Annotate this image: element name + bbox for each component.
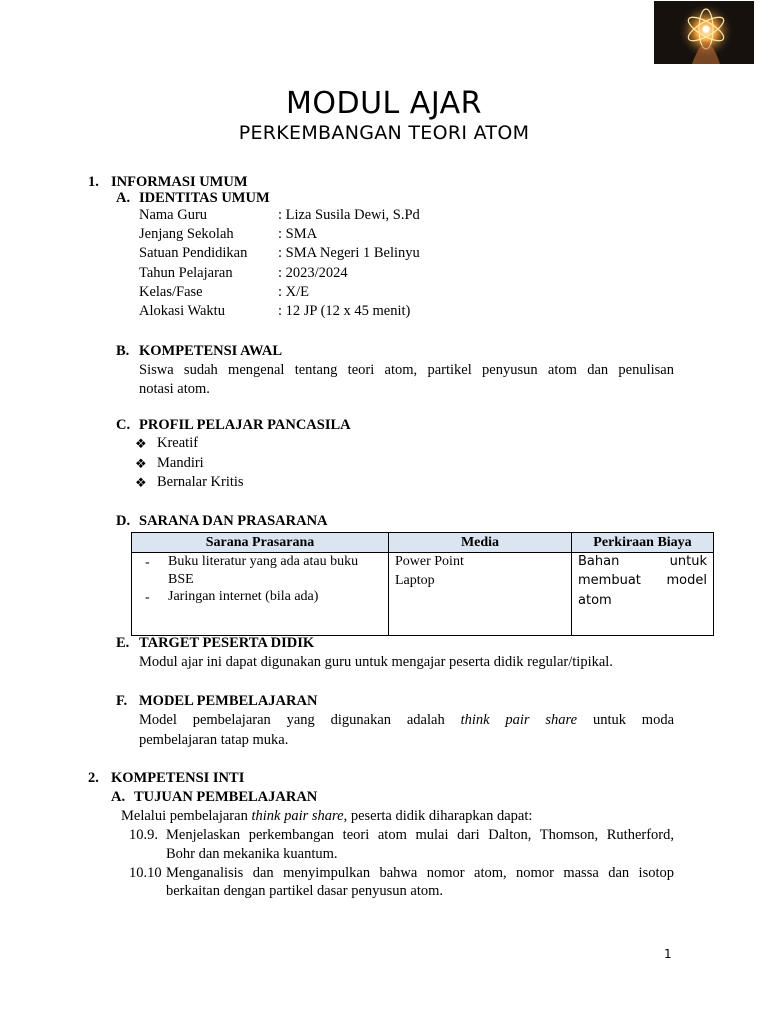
media-cell — [389, 553, 572, 636]
target-heading: TARGET PESERTA DIDIK — [139, 635, 315, 651]
kompetensi-awal-letter: B. — [116, 343, 130, 359]
sarana-letter: D. — [116, 513, 131, 529]
tujuan-item-number: 10.10 — [129, 865, 162, 881]
section-1-title: INFORMASI UMUM — [111, 174, 248, 190]
tujuan-item-number: 10.9. — [129, 827, 158, 843]
tujuan-letter: A. — [111, 789, 126, 805]
sarana-table — [131, 532, 714, 636]
tujuan-item-line: Menjelaskan perkembangan teori atom mulai dari Dalton, Thomson, Rutherford, — [166, 827, 674, 843]
model-heading: MODEL PEMBELAJARAN — [139, 693, 318, 709]
table-header-cell: Media — [389, 533, 572, 553]
identity-value: : X/E — [278, 284, 310, 300]
biaya-line: membuat model — [578, 573, 707, 588]
identity-value: : 2023/2024 — [278, 265, 348, 281]
sarana-item: Jaringan internet (bila ada) — [168, 589, 319, 604]
kompetensi-awal-text-line: Siswa sudah mengenal tentang teori atom, partikel penyusun atom dan penulisan — [139, 362, 674, 378]
model-letter: F. — [116, 693, 128, 709]
section-2-number: 2. — [88, 770, 99, 786]
target-text: Modul ajar ini dapat digunakan guru untuk mengajar peserta didik regular/tipikal. — [139, 654, 613, 670]
table-header-cell: Perkiraan Biaya — [572, 533, 714, 553]
identity-value: : SMA Negeri 1 Belinyu — [278, 245, 420, 261]
dash-bullet: - — [145, 590, 150, 605]
biaya-line: atom — [578, 593, 612, 608]
identity-label: Alokasi Waktu — [139, 303, 225, 319]
kompetensi-awal-heading: KOMPETENSI AWAL — [139, 343, 283, 359]
table-header-cell: Sarana Prasarana — [132, 533, 389, 553]
sarana-heading: SARANA DAN PRASARANA — [139, 513, 328, 529]
sarana-item: BSE — [168, 572, 194, 587]
section-2-title: KOMPETENSI INTI — [111, 770, 245, 786]
model-text-line — [139, 711, 674, 731]
model-text-emphasis: think pair share — [460, 712, 578, 728]
diamond-bullet-icon: ❖ — [135, 456, 147, 471]
sarana-item: Buku literatur yang ada atau buku — [168, 554, 359, 569]
atom-logo-graphic — [654, 1, 754, 64]
identity-label: Tahun Pelajaran — [139, 265, 233, 281]
profil-item: Kreatif — [157, 435, 199, 451]
tujuan-item-line: berkaitan dengan partikel dasar penyusun atom. — [166, 883, 444, 899]
identitas-letter: A. — [116, 190, 131, 206]
profil-heading: PROFIL PELAJAR PANCASILA — [139, 417, 351, 433]
document-subtitle: PERKEMBANGAN TEORI ATOM — [238, 122, 530, 144]
kompetensi-awal-text-line: notasi atom. — [139, 381, 210, 397]
sarana-cell — [132, 553, 389, 636]
identity-label: Kelas/Fase — [139, 284, 203, 300]
media-item: Laptop — [395, 573, 435, 588]
media-item: Power Point — [395, 554, 464, 569]
tujuan-item-line: Bohr dan mekanika kuantum. — [166, 846, 338, 862]
atom-logo-image — [654, 1, 754, 64]
identitas-heading: IDENTITAS UMUM — [139, 190, 270, 206]
tujuan-heading: TUJUAN PEMBELAJARAN — [134, 789, 318, 805]
model-text-pre: Model pembelajaran yang digunakan adalah — [139, 712, 445, 728]
identity-label: Jenjang Sekolah — [139, 226, 234, 242]
table-row — [132, 553, 714, 636]
identity-value: : SMA — [278, 226, 318, 242]
profil-letter: C. — [116, 417, 131, 433]
tujuan-intro-post: , peserta didik diharapkan dapat: — [343, 808, 533, 824]
diamond-bullet-icon: ❖ — [135, 436, 147, 451]
diamond-bullet-icon: ❖ — [135, 475, 147, 490]
document-title: MODUL AJAR — [285, 86, 482, 121]
biaya-cell — [572, 553, 714, 636]
target-letter: E. — [116, 635, 130, 651]
profil-item: Bernalar Kritis — [157, 474, 244, 490]
identity-value: : 12 JP (12 x 45 menit) — [278, 303, 411, 319]
identity-value: : Liza Susila Dewi, S.Pd — [278, 207, 420, 223]
section-1-number: 1. — [88, 174, 99, 190]
tujuan-intro-pre: Melalui pembelajaran — [121, 808, 248, 824]
identity-label: Nama Guru — [139, 207, 208, 223]
tujuan-item-line: Menganalisis dan menyimpulkan bahwa nomor atom, nomor massa dan isotop — [166, 865, 674, 881]
tujuan-intro — [121, 807, 532, 827]
profil-item: Mandiri — [157, 455, 204, 471]
table-header-row — [132, 533, 714, 553]
page-number: 1 — [664, 947, 672, 961]
identity-label: Satuan Pendidikan — [139, 245, 248, 261]
model-text-post: untuk moda — [592, 712, 675, 728]
biaya-line: Bahan untuk — [578, 554, 707, 569]
model-text-line: pembelajaran tatap muka. — [139, 732, 289, 748]
dash-bullet: - — [145, 555, 150, 570]
tujuan-intro-emphasis: think pair share — [251, 808, 344, 824]
